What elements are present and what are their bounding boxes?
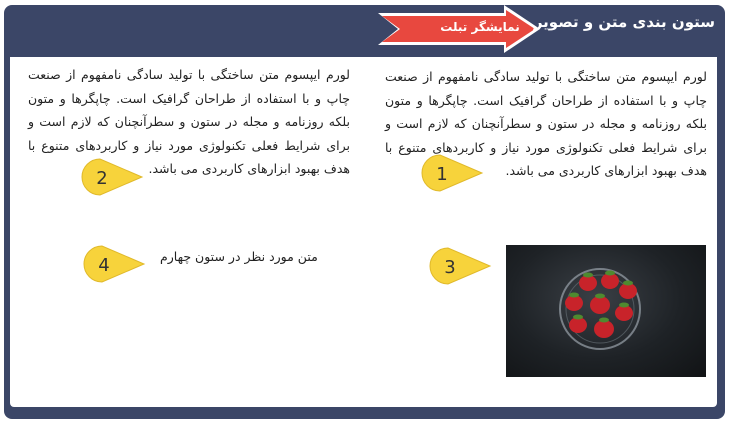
column-1-text: لورم ایپسوم متن ساختگی با تولید سادگی نامفهوم از صنعت چاپ و با استفاده از طراحان گرافیک است. چاپگرها و متون بلکه روزنامه و مجله در ستون و سطرآنچنان که لازم است و برای شرایط فعلی تکنولوژی مورد نیاز و کاربردهای متنوع با هدف بهبود ابزارهای کاربردی می باشد. <box>385 69 707 178</box>
marker-1-label: 1 <box>436 164 448 185</box>
marker-2-label: 2 <box>96 168 108 189</box>
marker-4 <box>82 244 152 284</box>
marker-1 <box>420 153 490 193</box>
column-4-text: متن مورد نظر در ستون چهارم <box>160 249 318 264</box>
marker-2 <box>80 157 150 197</box>
content-panel <box>10 57 717 407</box>
strawberry-bowl-image <box>506 245 706 377</box>
page-title: ستون بندی متن و تصویر <box>533 13 715 31</box>
tablet-preview-label[interactable]: نمایشگر تبلت <box>440 20 520 34</box>
marker-4-label: 4 <box>98 255 110 276</box>
marker-3 <box>428 246 498 286</box>
column-2-text: لورم ایپسوم متن ساختگی با تولید سادگی نامفهوم از صنعت چاپ و با استفاده از طراحان گرافیک است. چاپگرها و متون بلکه روزنامه و مجله در ستون و سطرآنچنان که لازم است و برای شرایط فعلی تکنولوژی مورد نیاز و کاربردهای متنوع با هدف بهبود ابزارهای کاربردی می باشد. <box>28 67 350 176</box>
marker-3-label: 3 <box>444 257 456 278</box>
